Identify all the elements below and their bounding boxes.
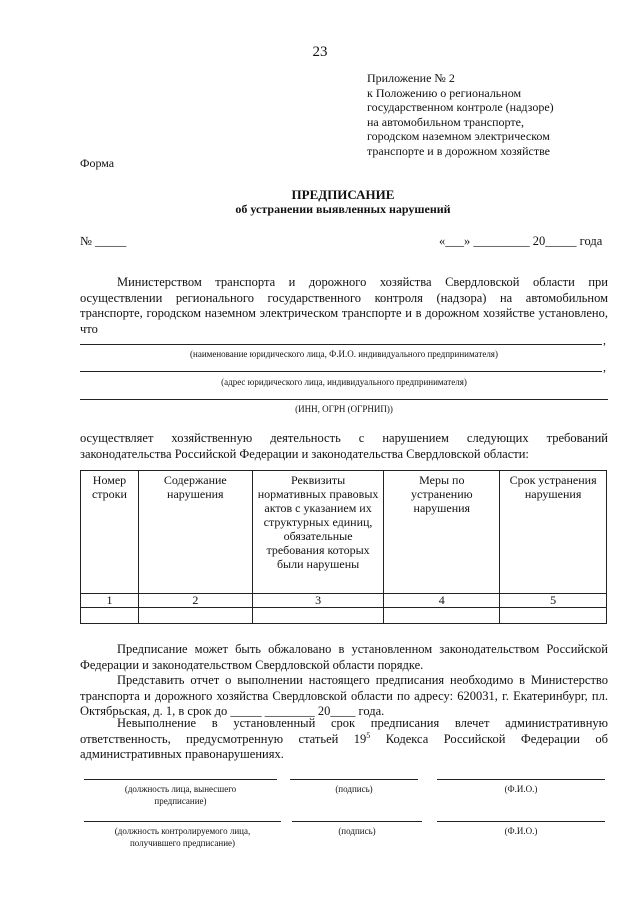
column-number: 5 <box>500 594 607 608</box>
liability-text-before: Невыполнение в установленный срок предписания влечет административную ответственность, предусмотренную статьей 19 <box>80 716 608 746</box>
comma: , <box>603 360 606 374</box>
page-number: 23 <box>312 44 328 60</box>
table-cell[interactable] <box>138 608 252 624</box>
document-number: № _____ <box>80 234 127 248</box>
recipient-name-line[interactable] <box>437 821 605 822</box>
blank-line-inn <box>80 399 608 400</box>
issuer-signature-line[interactable] <box>290 779 418 780</box>
liability-text-after: Кодекса Российской Федерации об административных правонарушениях. <box>80 731 608 761</box>
table-cell[interactable] <box>81 608 139 624</box>
table-row <box>81 608 607 624</box>
issuer-signature-caption: (подпись) <box>335 784 373 794</box>
header-deadline: Срок устранения нарушения <box>500 471 607 594</box>
article-superscript: 5 <box>366 730 371 740</box>
appeal-paragraph <box>80 642 608 673</box>
table-cell[interactable] <box>384 608 500 624</box>
issuer-position-caption: (должность лица, вынесшего предписание) <box>124 784 237 806</box>
document-title: ПРЕДПИСАНИЕ <box>291 187 395 202</box>
issuer-name-caption: (Ф.И.О.) <box>504 784 538 794</box>
blank-line-entity <box>80 344 602 345</box>
header-legal-acts: Реквизиты нормативных правовых актов с указанием их структурных единиц, обязательные требования которых были нарушены <box>252 471 384 594</box>
form-label: Форма <box>80 156 115 170</box>
caption-entity-name: (наименование юридического лица, Ф.И.О. индивидуального предпринимателя) <box>190 349 498 359</box>
annex-line: государственном контроле (надзоре) <box>367 100 554 114</box>
recipient-signature-caption: (подпись) <box>338 826 376 836</box>
liability-paragraph <box>80 716 608 763</box>
appeal-paragraph-text: Предписание может быть обжаловано в установленном законодательством Российской Федерации и законодательством Свердловской области порядке. <box>80 642 608 672</box>
recipient-position-line[interactable] <box>84 821 281 822</box>
violation-paragraph: осуществляет хозяйственную деятельность с нарушением следующих требований законодательства Российской Федерации и законодательства Свердловской области: <box>80 431 608 461</box>
report-paragraph <box>80 673 608 720</box>
header-violation-content: Содержание нарушения <box>138 471 252 594</box>
annex-line: Приложение № 2 <box>367 71 455 85</box>
issuer-position-line[interactable] <box>84 779 277 780</box>
table-row <box>81 594 607 608</box>
column-number: 2 <box>138 594 252 608</box>
annex-line: транспорте и в дорожном хозяйстве <box>367 143 550 158</box>
intro-paragraph-text: Министерством транспорта и дорожного хозяйства Свердловской области при осуществлении регионального государственного контроля (надзора) на автомобильном транспорте, городском наземном электрическом транспорте и в дорожном хозяйстве установлено, что <box>80 275 608 336</box>
column-number: 1 <box>81 594 139 608</box>
blank-line-address <box>80 371 602 372</box>
violations-table <box>80 470 607 624</box>
annex-block <box>367 71 617 158</box>
annex-line: на автомобильном транспорте, <box>367 114 524 129</box>
intro-paragraph <box>80 275 608 337</box>
recipient-signature-line[interactable] <box>292 821 422 822</box>
caption-address: (адрес юридического лица, индивидуального предпринимателя) <box>221 377 467 387</box>
header-measures: Меры по устранению нарушения <box>384 471 500 594</box>
table-cell[interactable] <box>500 608 607 624</box>
caption-inn: (ИНН, ОГРН (ОГРНИП)) <box>295 404 393 414</box>
recipient-position-caption: (должность контролируемого лица, получившего предписание) <box>114 826 251 848</box>
annex-line: городском наземном электрическом <box>367 129 550 143</box>
recipient-name-caption: (Ф.И.О.) <box>504 826 538 836</box>
table-header-row <box>81 471 607 594</box>
document-date: «___» _________ 20_____ года <box>439 234 603 248</box>
header-row-number: Номер строки <box>81 471 139 594</box>
column-number: 4 <box>384 594 500 608</box>
report-paragraph-text: Представить отчет о выполнении настоящего предписания необходимо в Министерство транспорта и дорожного хозяйства Свердловской области по адресу: 620031, г. Екатеринбург, пл. Октябрьская, д. 1, в срок до _____ ________ 20____ года. <box>80 673 608 718</box>
comma: , <box>603 333 606 347</box>
annex-line: к Положению о региональном <box>367 85 522 100</box>
column-number: 3 <box>252 594 384 608</box>
issuer-name-line[interactable] <box>437 779 605 780</box>
document-subtitle: об устранении выявленных нарушений <box>235 202 451 216</box>
table-cell[interactable] <box>252 608 384 624</box>
